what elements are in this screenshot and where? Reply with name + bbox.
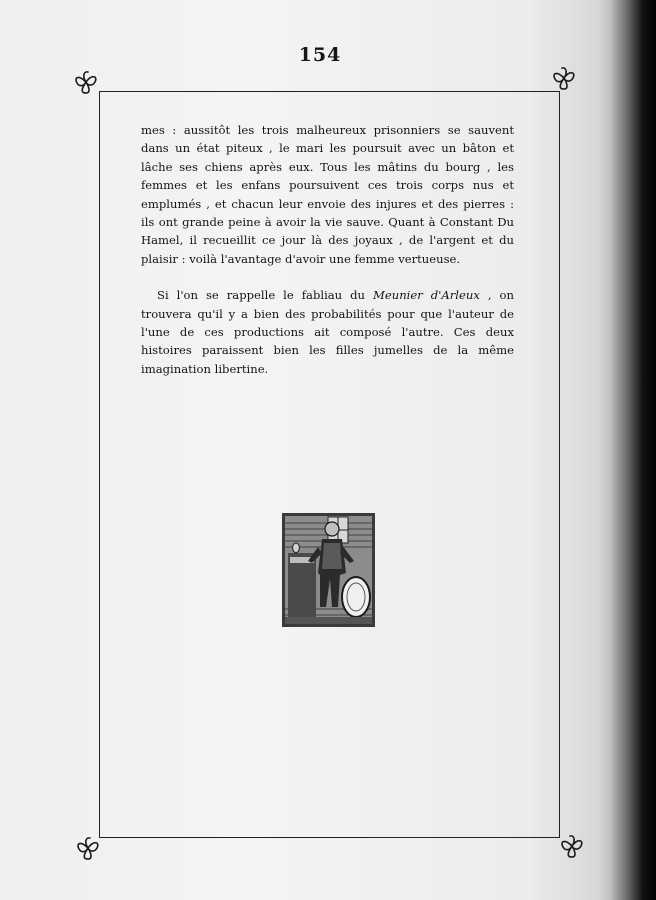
body-text <box>141 121 514 378</box>
page-number: 154 <box>298 44 342 66</box>
corner-ornament-icon <box>550 64 578 92</box>
corner-ornament-icon <box>74 834 102 862</box>
corner-ornament-icon <box>72 68 100 96</box>
paragraph-2 <box>141 286 514 378</box>
fabliau-title: Meunier d'Arleux <box>373 288 480 303</box>
man-with-barrel-engraving-icon <box>282 513 375 627</box>
corner-ornament-icon <box>558 832 586 860</box>
paragraph-2-after: , on trouvera qu'il y a bien des probabilités pour que l'auteur de l'une de ces productions ait composé l'autre. Ces deux histoires paraissent bien les filles jumelles de la même imagination libertine. <box>141 288 514 376</box>
paragraph-2-before: Si l'on se rappelle le fabliau du <box>157 288 374 303</box>
paragraph-1: mes : aussitôt les trois malheureux prisonniers se sauvent dans un état piteux , le mari les poursuit avec un bâton et lâche ses chiens après eux. Tous les mâtins du bourg , les femmes et les enfans poursuivent ces trois corps nus et emplumés , et chacun leur envoie des injures et des pierres : ils ont grande peine à avoir la vie sauve. Quant à Constant Du Hamel, il recueillit ce jour là des joyaux , de l'argent et du plaisir : voilà l'avantage d'avoir une femme vertueuse. <box>141 123 514 266</box>
book-binding-shadow <box>612 0 656 900</box>
